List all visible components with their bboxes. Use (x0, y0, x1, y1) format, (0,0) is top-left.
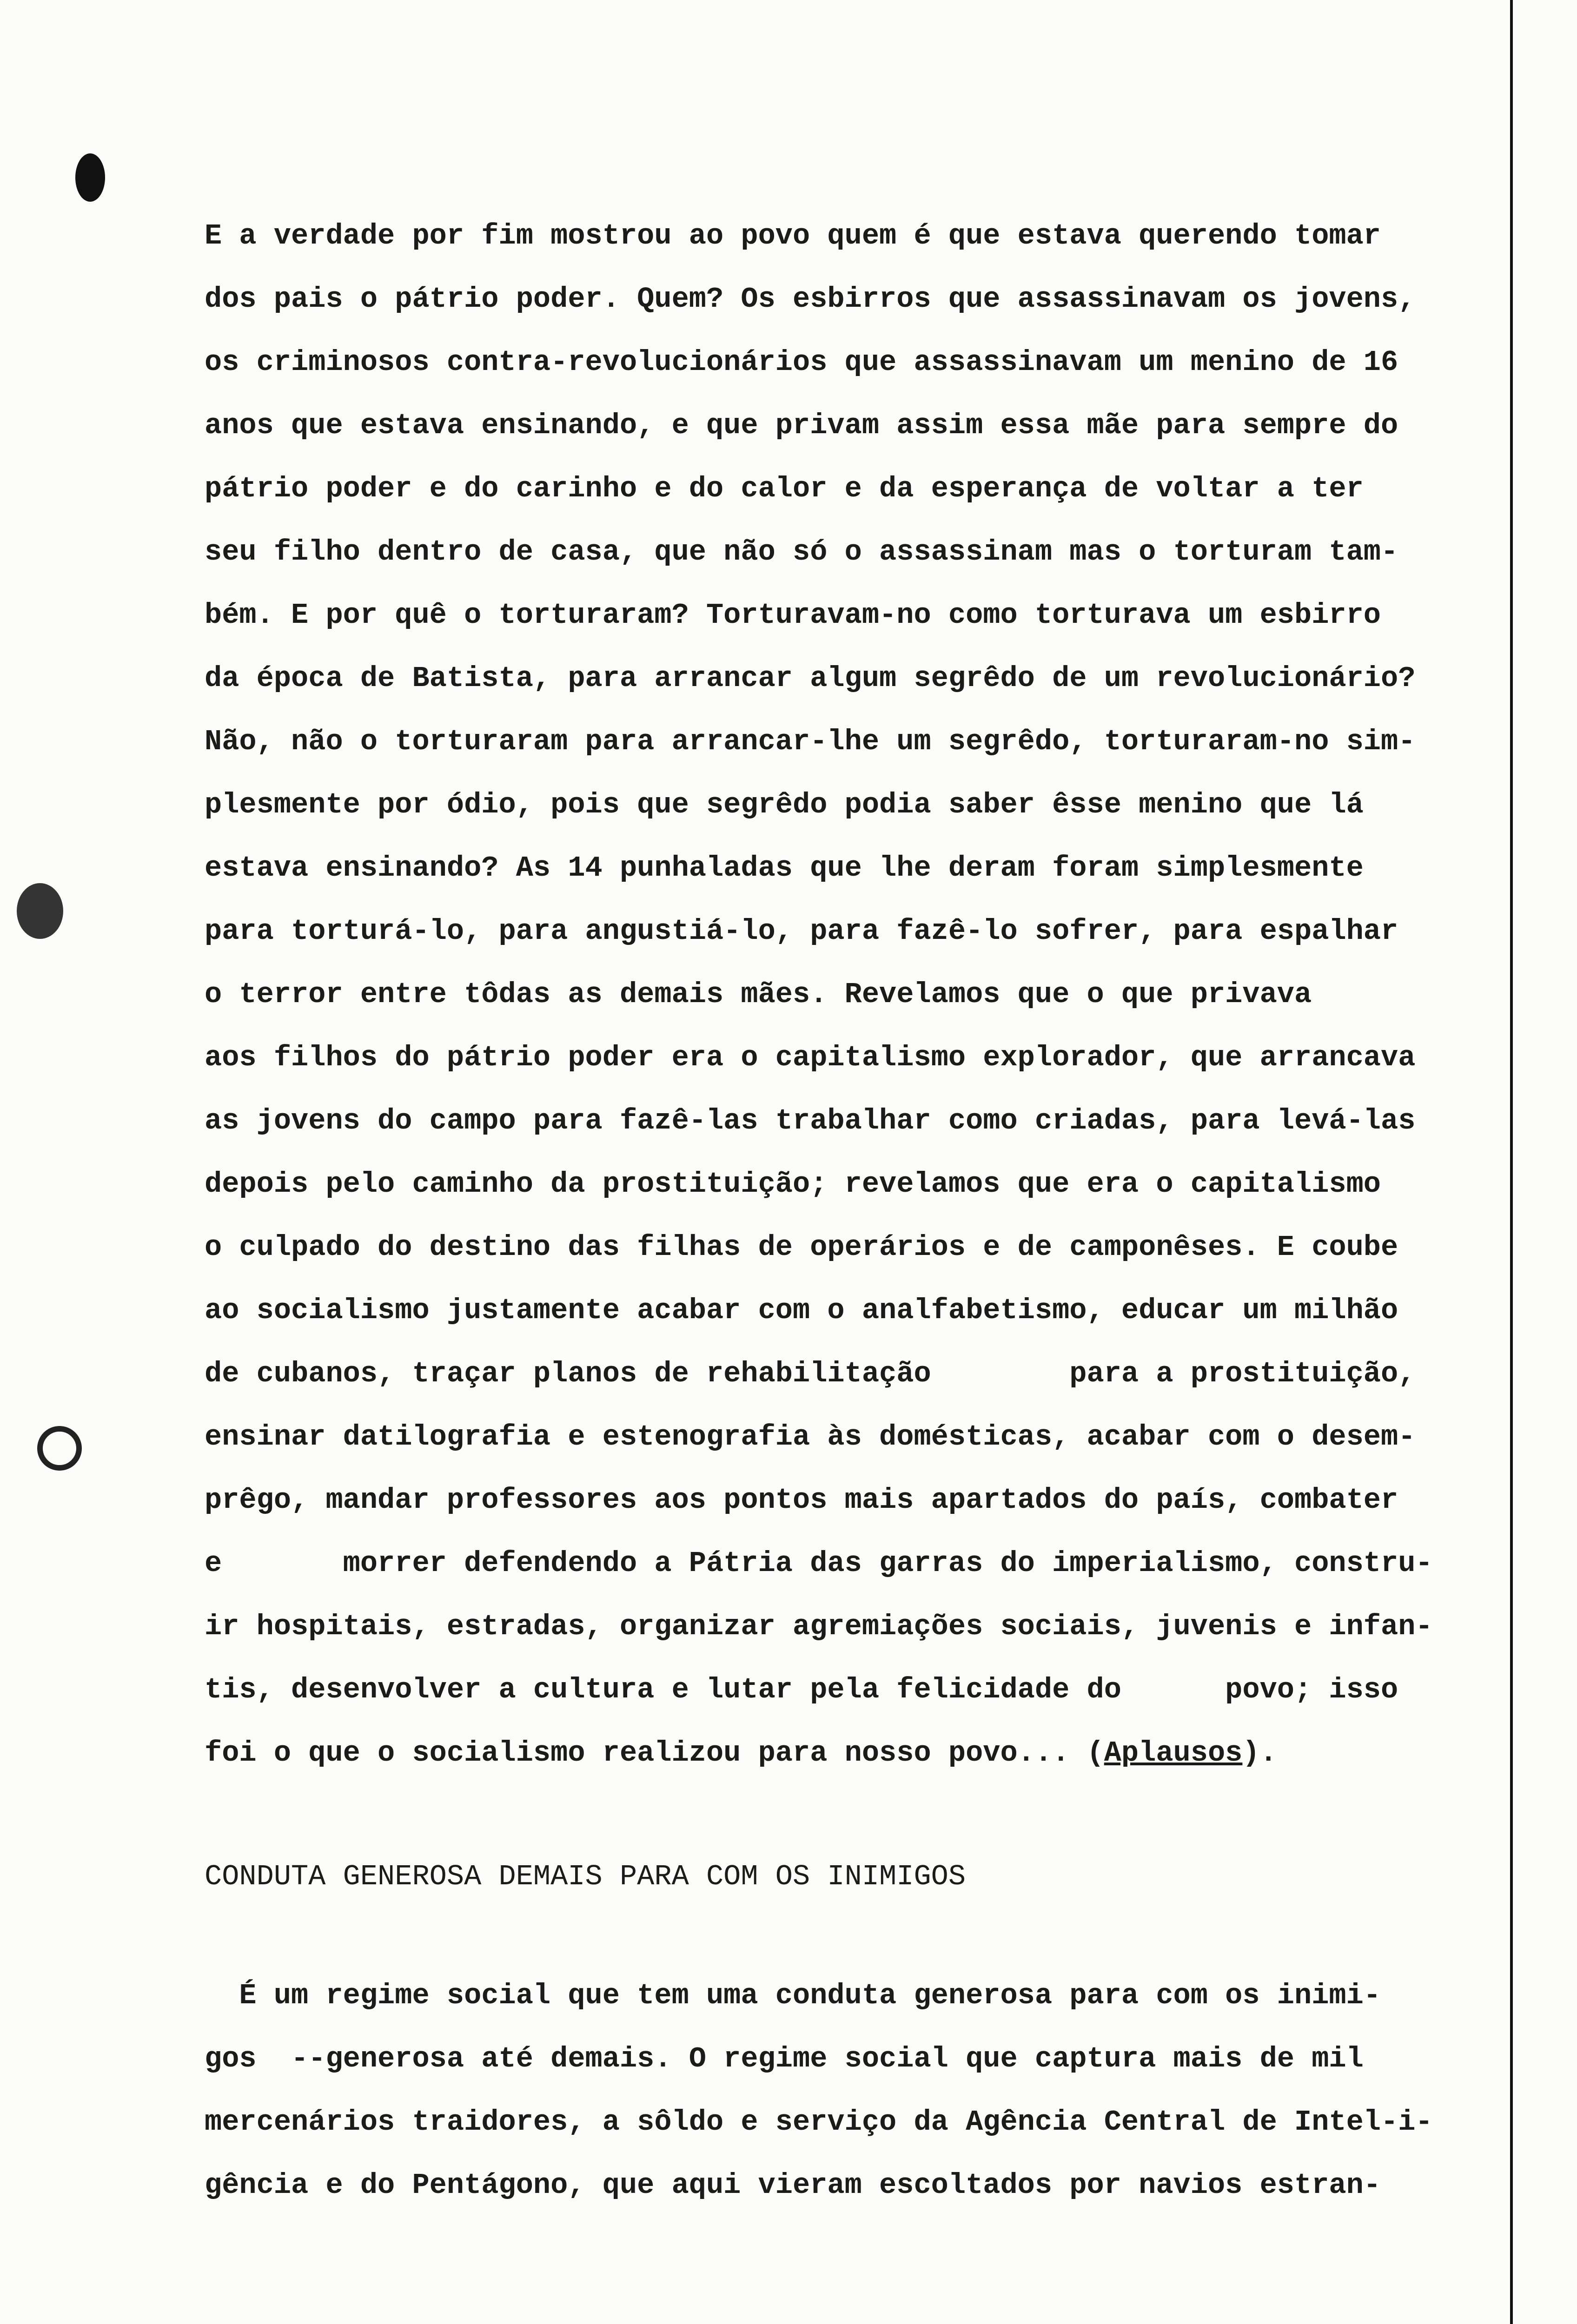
text-line: estava ensinando? As 14 punhaladas que lhe deram foram simplesmente (205, 852, 1364, 885)
text-line: as jovens do campo para fazê-las trabalhar como criadas, para levá-las (205, 1104, 1416, 1137)
text-line: dos pais o pátrio poder. Quem? Os esbirros que assassinavam os jovens, (205, 283, 1416, 316)
text-line: os criminosos contra-revolucionários que assassinavam um menino de 16 (205, 346, 1398, 379)
document-body (205, 205, 1516, 2217)
text-line: bém. E por quê o torturaram? Torturavam-no como torturava um esbirro (205, 599, 1381, 632)
text-line: ir hospitais, estradas, organizar agremiações sociais, juvenis e infan- (205, 1610, 1433, 1643)
text-fragment: ). (1242, 1736, 1277, 1769)
text-line-last (205, 1722, 1516, 1785)
text-line: de cubanos, traçar planos de rehabilitação para a prostituição, (205, 1357, 1416, 1390)
text-fragment: foi o que o socialismo realizou para nosso povo... ( (205, 1736, 1104, 1769)
text-line: plesmente por ódio, pois que segrêdo podia saber êsse menino que lá (205, 788, 1364, 821)
text-line: depois pelo caminho da prostituição; revelamos que era o capitalismo (205, 1168, 1381, 1201)
text-line: seu filho dentro de casa, que não só o assassinam mas o torturam tam- (205, 535, 1398, 568)
text-line: ao socialismo justamente acabar com o analfabetismo, educar um milhão (205, 1294, 1398, 1327)
paragraph-1 (205, 205, 1516, 1785)
text-line: gos --generosa até demais. O regime social que captura mais de mil (205, 2042, 1364, 2075)
text-line: mercenários traidores, a sôldo e serviço da Agência Central de Intel-i- (205, 2106, 1433, 2139)
punch-hole-ring (37, 1426, 82, 1471)
text-line: e morrer defendendo a Pátria das garras do imperialismo, constru- (205, 1547, 1433, 1580)
text-line: da época de Batista, para arrancar algum segrêdo de um revolucionário? (205, 662, 1416, 695)
text-line: É um regime social que tem uma conduta generosa para com os inimi- (205, 1979, 1381, 2012)
section-heading: CONDUTA GENEROSA DEMAIS PARA COM OS INIMIGOS (205, 1860, 966, 1893)
applause-marker: Aplausos (1104, 1736, 1243, 1769)
text-line: o terror entre tôdas as demais mães. Revelamos que o que privava (205, 978, 1312, 1011)
text-line: Não, não o torturaram para arrancar-lhe um segrêdo, torturaram-no sim- (205, 725, 1416, 758)
text-line: ensinar datilografia e estenografia às domésticas, acabar com o desem- (205, 1420, 1416, 1453)
text-line: tis, desenvolver a cultura e lutar pela felicidade do povo; isso (205, 1673, 1398, 1706)
punch-hole-mark (17, 883, 63, 939)
text-line: pátrio poder e do carinho e do calor e da esperança de voltar a ter (205, 472, 1364, 505)
ink-blot-mark (75, 153, 105, 202)
text-line: E a verdade por fim mostrou ao povo quem é que estava querendo tomar (205, 219, 1381, 252)
text-line: anos que estava ensinando, e que privam assim essa mãe para sempre do (205, 409, 1398, 442)
text-line: gência e do Pentágono, que aqui vieram escoltados por navios estran- (205, 2169, 1381, 2202)
paragraph-2 (205, 1964, 1516, 2217)
text-line: para torturá-lo, para angustiá-lo, para fazê-lo sofrer, para espalhar (205, 915, 1398, 948)
text-line: aos filhos do pátrio poder era o capitalismo explorador, que arrancava (205, 1041, 1416, 1074)
text-line: prêgo, mandar professores aos pontos mais apartados do país, combater (205, 1484, 1398, 1517)
text-line: o culpado do destino das filhas de operários e de camponêses. E coube (205, 1231, 1398, 1264)
